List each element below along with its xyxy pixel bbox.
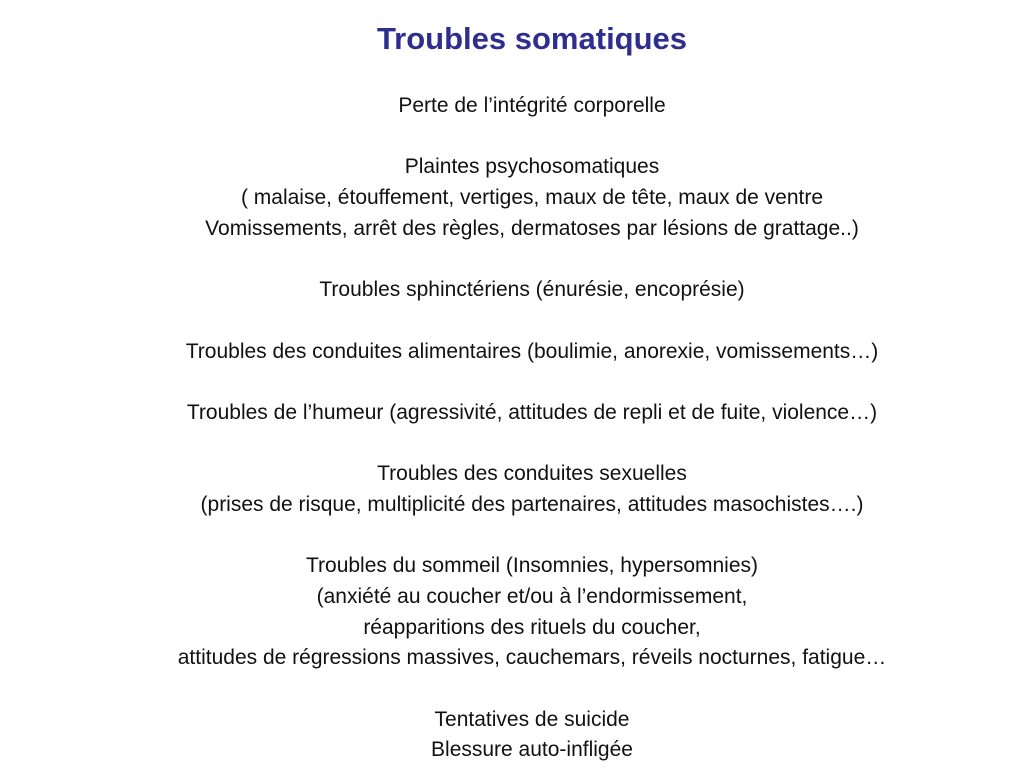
- text-line: Troubles des conduites alimentaires (boulimie, anorexie, vomissements…): [185, 339, 879, 363]
- text-line: Troubles de l’humeur (agressivité, attitudes de repli et de fuite, violence…): [186, 400, 878, 424]
- section-sommeil: [0, 551, 1024, 674]
- text-line: Troubles des conduites sexuelles: [377, 462, 687, 486]
- spacer: [0, 521, 1024, 552]
- text-line: Troubles du sommeil (Insomnies, hypersomnies): [305, 554, 759, 578]
- text-line: attitudes de régressions massives, cauchemars, réveils nocturnes, fatigue…: [177, 646, 887, 670]
- text-line: Troubles sphinctériens (énurésie, encoprésie): [319, 278, 745, 302]
- text-line: Vomissements, arrêt des règles, dermatoses par lésions de grattage..): [205, 216, 859, 240]
- text-line: (prises de risque, multiplicité des partenaires, attitudes masochistes….): [200, 492, 864, 516]
- text-line: Perte de l’intégrité corporelle: [398, 94, 666, 117]
- text-line: Plaintes psychosomatiques: [404, 155, 660, 179]
- text-line: (anxiété au coucher et/ou à l’endormissement,: [316, 585, 748, 608]
- section-humeur: [0, 398, 1024, 429]
- spacer: [0, 674, 1024, 705]
- text-line: réapparitions des rituels du coucher,: [363, 615, 701, 639]
- text-line: Tentatives de suicide: [434, 707, 630, 731]
- slide-body: [0, 91, 1024, 766]
- spacer: [0, 306, 1024, 337]
- spacer: [0, 367, 1024, 398]
- slide-title: Troubles somatiques: [376, 21, 688, 56]
- text-line: ( malaise, étouffement, vertiges, maux de tête, maux de ventre: [240, 186, 824, 210]
- section-suicide: [0, 705, 1024, 766]
- spacer: [0, 122, 1024, 153]
- spacer: [0, 244, 1024, 275]
- section-sexuelles: [0, 459, 1024, 520]
- section-plaintes: [0, 152, 1024, 244]
- spacer: [0, 429, 1024, 460]
- section-alimentaires: [0, 337, 1024, 368]
- section-sphincteriens: [0, 275, 1024, 306]
- text-line: Blessure auto-infligée: [431, 738, 633, 762]
- section-integrite: [0, 91, 1024, 122]
